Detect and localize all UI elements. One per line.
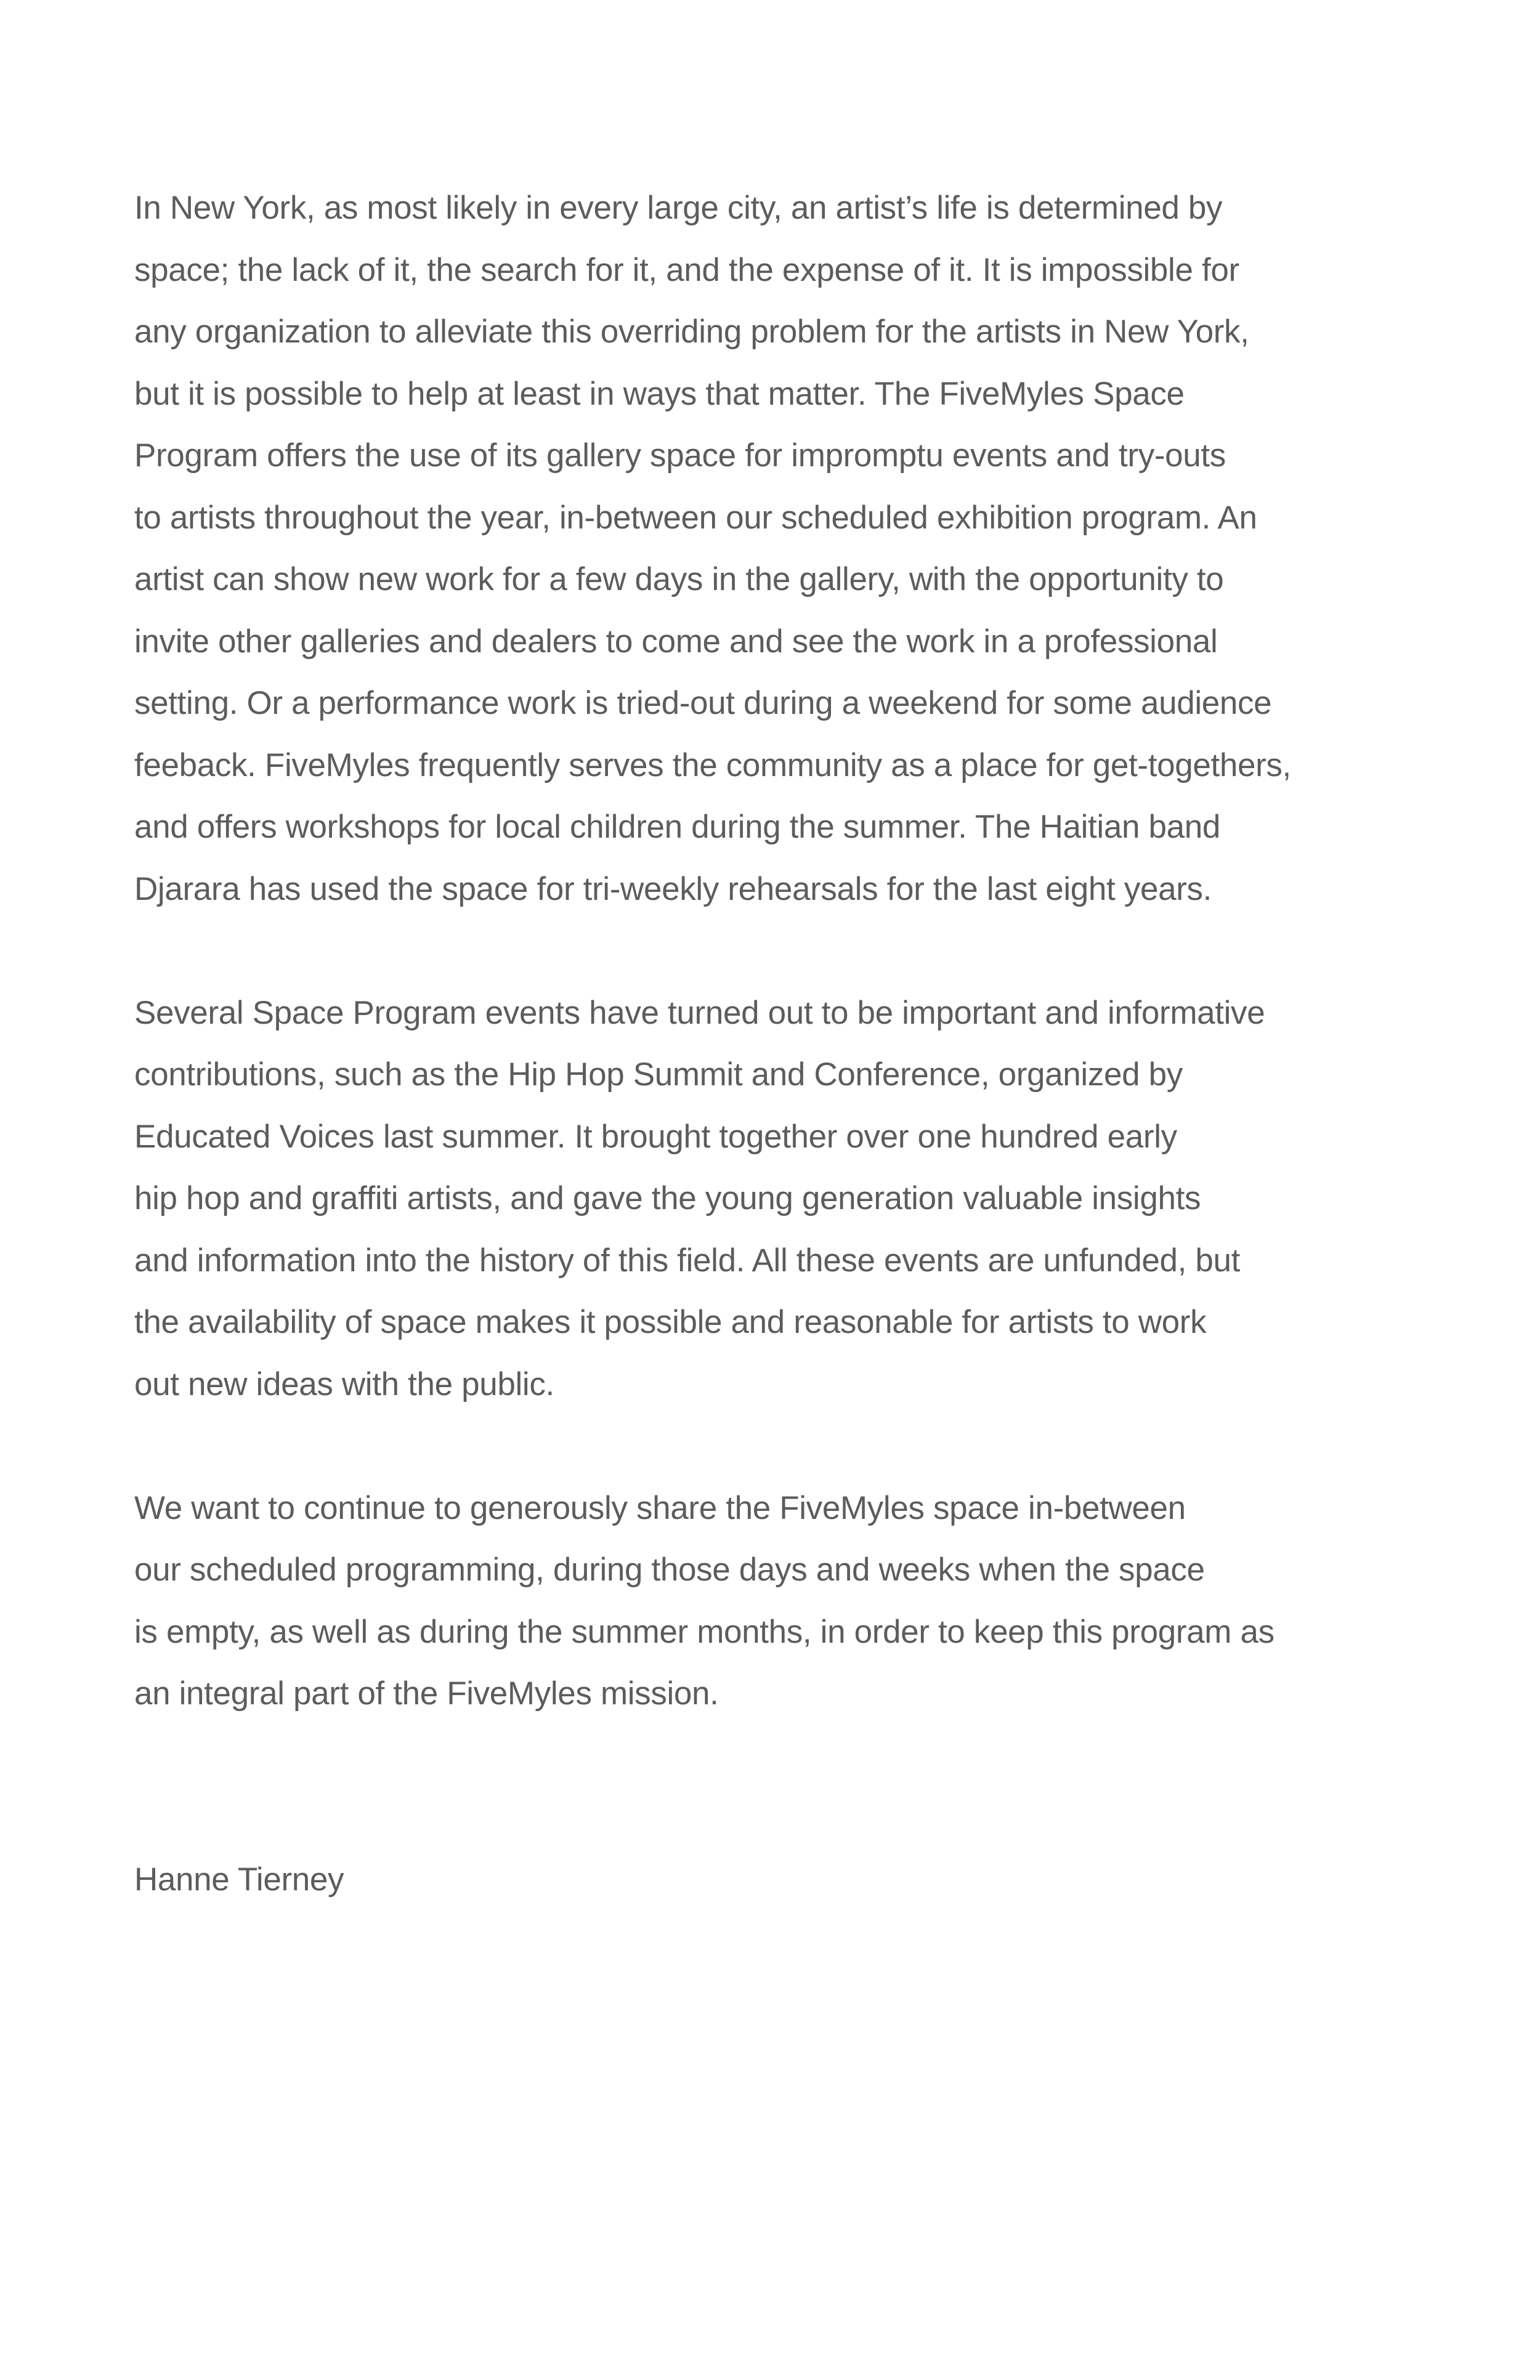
text-line: and offers workshops for local children during the summer. The Haitian band: [134, 809, 1220, 845]
paragraph-spacer: [134, 1415, 1459, 1478]
text-line: contributions, such as the Hip Hop Summit and Conference, organized by: [134, 1056, 1183, 1093]
text-line: Educated Voices last summer. It brought together over one hundred early: [134, 1118, 1177, 1155]
text-line: our scheduled programming, during those days and weeks when the space: [134, 1552, 1205, 1588]
text-line: space; the lack of it, the search for it, and the expense of it. It is impossible for: [134, 251, 1239, 288]
paragraph-spacer: [134, 920, 1459, 982]
text-line: any organization to alleviate this overriding problem for the artists in New York,: [134, 314, 1249, 350]
text-line: to artists throughout the year, in-between our scheduled exhibition program. An: [134, 499, 1257, 536]
text-line: invite other galleries and dealers to come and see the work in a professional: [134, 623, 1218, 660]
text-line: the availability of space makes it possible and reasonable for artists to work: [134, 1304, 1207, 1340]
text-line: and information into the history of this field. All these events are unfunded, but: [134, 1242, 1241, 1279]
text-line: Program offers the use of its gallery space for impromptu events and try-outs: [134, 437, 1226, 474]
text-line: We want to continue to generously share the FiveMyles space in-between: [134, 1489, 1186, 1526]
text-line: In New York, as most likely in every large city, an artist’s life is determined by: [134, 190, 1223, 226]
paragraph-space-problem: [134, 177, 1459, 920]
text-line: Several Space Program events have turned out to be important and informative: [134, 994, 1265, 1031]
text-line: Djarara has used the space for tri-weekly rehearsals for the last eight years.: [134, 870, 1212, 907]
text-line: hip hop and graffiti artists, and gave the young generation valuable insights: [134, 1180, 1201, 1216]
letter-body: [134, 177, 1459, 1911]
signature-name: Hanne Tierney: [134, 1861, 344, 1898]
paragraph-continue-sharing: [134, 1478, 1459, 1725]
text-line: artist can show new work for a few days in the gallery, with the opportunity to: [134, 561, 1224, 597]
text-line: out new ideas with the public.: [134, 1366, 554, 1402]
signature-spacer: [134, 1725, 1459, 1849]
paragraph-space-program-events: [134, 982, 1459, 1416]
text-line: is empty, as well as during the summer months, in order to keep this program as: [134, 1613, 1275, 1650]
text-line: setting. Or a performance work is tried-out during a weekend for some audience: [134, 685, 1272, 721]
text-line: feeback. FiveMyles frequently serves the community as a place for get-togethers,: [134, 747, 1291, 783]
text-line: but it is possible to help at least in ways that matter. The FiveMyles Space: [134, 375, 1185, 412]
text-line: an integral part of the FiveMyles mission.: [134, 1675, 719, 1712]
